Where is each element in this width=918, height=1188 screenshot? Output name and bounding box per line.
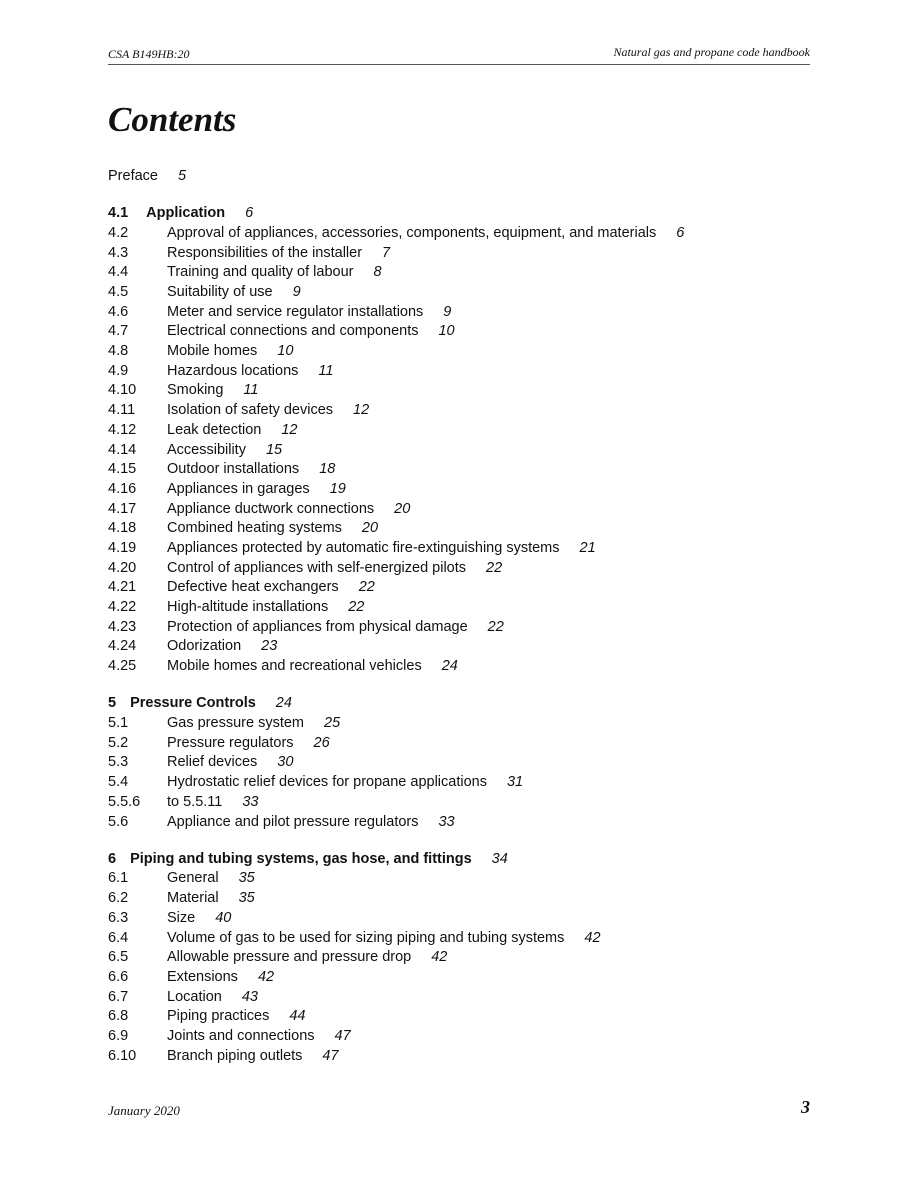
toc-entry-number: 5.4 <box>108 774 129 791</box>
toc-entry-page: 8 <box>373 264 382 281</box>
toc-entry-page: 12 <box>281 421 298 438</box>
toc-entry-page: 42 <box>257 968 275 985</box>
toc-entry[interactable] <box>108 578 808 598</box>
toc-entry-page: 9 <box>292 284 301 301</box>
toc-entry-number: 6.3 <box>108 909 129 926</box>
toc-entry-page: 11 <box>243 382 259 399</box>
toc-entry-title: Leak detection <box>167 421 262 438</box>
toc-entry-title: General <box>167 870 219 887</box>
toc-entry-title: Meter and service regulator installations <box>167 303 424 320</box>
toc-entry-title: Joints and connections <box>167 1027 315 1044</box>
toc-entry-page: 6 <box>676 224 685 241</box>
toc-entry-title: Size <box>167 909 196 926</box>
footer-date: January 2020 <box>108 1103 180 1118</box>
toc-entry-page: 33 <box>438 813 455 830</box>
toc-entry-number: 6.6 <box>108 968 129 985</box>
toc-entry-page: 12 <box>353 402 370 419</box>
toc-entry[interactable] <box>108 480 808 500</box>
toc-entry-page: 31 <box>506 774 524 791</box>
toc-entry-page: 35 <box>238 890 255 907</box>
toc-entry[interactable] <box>108 637 808 657</box>
page-title: Contents <box>108 100 237 139</box>
toc-section-heading[interactable] <box>108 850 808 870</box>
toc-entry-number: 5.3 <box>108 754 129 771</box>
toc-entry-page: 5 <box>177 168 187 184</box>
running-header <box>108 44 810 65</box>
section-title: Pressure Controls <box>130 695 256 712</box>
toc-entry-number: 4.17 <box>108 500 137 517</box>
toc-entry-page: 43 <box>241 988 258 1005</box>
toc-section-list <box>108 224 808 677</box>
toc-entry[interactable] <box>108 988 808 1008</box>
toc-entry-number: 6.10 <box>108 1047 137 1064</box>
toc-entry-title: Accessibility <box>167 441 246 458</box>
handbook-title: Natural gas and propane code handbook <box>613 45 810 59</box>
toc-entry-page: 19 <box>329 480 346 497</box>
toc-entry[interactable] <box>108 1027 808 1047</box>
toc-entry-page: 30 <box>277 754 294 771</box>
toc-entry-title: Location <box>167 988 222 1005</box>
toc-entry-number: 6.7 <box>108 988 129 1005</box>
toc-entry-title: Odorization <box>167 638 242 655</box>
toc-entry[interactable] <box>108 773 808 793</box>
toc-entry-page: 22 <box>486 559 503 576</box>
toc-entry-page: 40 <box>215 909 232 926</box>
toc-entry-page: 33 <box>242 793 259 810</box>
toc-entry-page: 22 <box>348 599 365 616</box>
table-of-contents <box>108 167 808 1066</box>
toc-entry-title: Control of appliances with self-energized pilots <box>167 559 467 576</box>
toc-entry[interactable] <box>108 539 808 559</box>
toc-entry-number: 4.22 <box>108 599 137 616</box>
toc-entry-page: 24 <box>441 658 458 675</box>
toc-entry-title: Preface <box>108 168 158 184</box>
toc-entry-number: 4.10 <box>108 382 137 399</box>
toc-entry-title: Protection of appliances from physical damage <box>167 618 468 635</box>
toc-entry-page: 10 <box>438 323 455 340</box>
toc-entry-page: 23 <box>261 638 278 655</box>
toc-entry-page: 42 <box>584 929 601 946</box>
toc-entry-title: Mobile homes <box>167 343 258 360</box>
toc-entry[interactable] <box>108 909 808 929</box>
toc-entry[interactable] <box>108 948 808 968</box>
toc-entry[interactable] <box>108 303 808 323</box>
toc-entry-number: 5.1 <box>108 715 129 732</box>
toc-entry-title: Volume of gas to be used for sizing piping and tubing systems <box>167 929 565 946</box>
toc-entry-number: 6.4 <box>108 929 129 946</box>
toc-entry-page: 44 <box>289 1008 306 1025</box>
toc-entry-title: Outdoor installations <box>167 461 300 478</box>
toc-entry-title: Hydrostatic relief devices for propane applications <box>167 774 487 791</box>
toc-entry-number: 4.4 <box>108 264 129 281</box>
toc-entry-title: Pressure regulators <box>167 734 294 751</box>
page-number: 3 <box>801 1097 810 1117</box>
toc-section-heading[interactable] <box>108 694 808 714</box>
toc-entry-page: 26 <box>313 734 330 751</box>
toc-entry[interactable] <box>108 618 808 638</box>
section-number: 4.1 <box>108 205 129 222</box>
toc-entry-title: Piping practices <box>167 1008 270 1025</box>
toc-entry-title: Mobile homes and recreational vehicles <box>167 658 422 675</box>
toc-entry-title: Allowable pressure and pressure drop <box>167 949 412 966</box>
toc-entry[interactable] <box>108 889 808 909</box>
toc-entry-page: 20 <box>394 500 411 517</box>
toc-entry-page: 47 <box>322 1047 339 1064</box>
toc-entry-number: 6.1 <box>108 870 129 887</box>
toc-entry-title: to 5.5.11 <box>167 793 223 810</box>
toc-entry-number: 4.23 <box>108 618 137 635</box>
toc-entry-page: 18 <box>319 461 336 478</box>
toc-entry-title: Gas pressure system <box>167 715 304 732</box>
section-page: 24 <box>275 695 292 712</box>
section-page: 34 <box>491 850 508 867</box>
toc-entry-page: 20 <box>361 520 379 537</box>
toc-section-list <box>108 714 808 832</box>
toc-entry[interactable] <box>108 734 808 754</box>
toc-entry-title: Appliance and pilot pressure regulators <box>167 813 419 830</box>
section-number: 5 <box>108 695 117 712</box>
toc-entry-title: Relief devices <box>167 754 258 771</box>
toc-entry-number: 5.2 <box>108 734 129 751</box>
toc-entry-title: Electrical connections and components <box>167 323 419 340</box>
toc-entry-title: Material <box>167 890 219 907</box>
toc-entry[interactable] <box>108 559 808 579</box>
toc-entry-number: 4.3 <box>108 244 129 261</box>
section-title: Piping and tubing systems, gas hose, and fittings <box>130 850 472 867</box>
toc-entry[interactable] <box>108 224 808 244</box>
toc-entry[interactable] <box>108 753 808 773</box>
toc-entry-title: Training and quality of labour <box>167 264 354 281</box>
toc-entry[interactable] <box>108 519 808 539</box>
toc-entry-page: 47 <box>334 1027 351 1044</box>
toc-entry-title: Defective heat exchangers <box>167 579 339 596</box>
toc-entry-page: 10 <box>277 343 294 360</box>
section-number: 6 <box>108 850 117 867</box>
toc-entry-title: High-altitude installations <box>167 599 329 616</box>
toc-entry-number: 4.21 <box>108 579 137 596</box>
toc-section-heading[interactable] <box>108 204 808 224</box>
toc-entry[interactable] <box>108 362 808 382</box>
toc-entry-page: 15 <box>265 441 283 458</box>
toc-entry-page: 22 <box>358 579 375 596</box>
toc-entry-number: 4.18 <box>108 520 137 537</box>
toc-entry-title: Branch piping outlets <box>167 1047 303 1064</box>
toc-entry-title: Extensions <box>167 968 238 985</box>
toc-entry[interactable] <box>108 968 808 988</box>
toc-entry-title: Appliances in garages <box>167 480 310 497</box>
toc-entry[interactable] <box>108 813 808 833</box>
toc-entry-number: 5.5.6 <box>108 793 141 810</box>
toc-entry-number: 4.14 <box>108 441 137 458</box>
toc-entry-page: 11 <box>318 362 334 379</box>
toc-entry-title: Smoking <box>167 382 224 399</box>
toc-entry-preface[interactable] <box>108 167 808 187</box>
toc-entry-title: Combined heating systems <box>167 520 342 537</box>
toc-entry-number: 4.2 <box>108 224 129 241</box>
toc-entry-page: 35 <box>238 870 255 887</box>
toc-entry[interactable] <box>108 342 808 362</box>
toc-entry-number: 4.12 <box>108 421 137 438</box>
toc-entry-number: 4.16 <box>108 480 137 497</box>
toc-entry[interactable] <box>108 421 808 441</box>
toc-entry[interactable] <box>108 381 808 401</box>
toc-entry-number: 5.6 <box>108 813 129 830</box>
section-title: Application <box>146 205 226 222</box>
toc-entry[interactable] <box>108 322 808 342</box>
toc-entry-number: 6.9 <box>108 1027 129 1044</box>
toc-entry[interactable] <box>108 657 808 677</box>
toc-entry-number: 6.2 <box>108 890 129 907</box>
toc-entry[interactable] <box>108 1047 808 1067</box>
toc-entry[interactable] <box>108 263 808 283</box>
toc-entry-title: Approval of appliances, accessories, components, equipment, and materials <box>167 224 657 241</box>
toc-entry-number: 4.19 <box>108 539 137 556</box>
toc-entry[interactable] <box>108 793 808 813</box>
toc-entry[interactable] <box>108 1007 808 1027</box>
toc-entry-number: 4.15 <box>108 461 137 478</box>
toc-entry[interactable] <box>108 869 808 889</box>
document-code: CSA B149HB:20 <box>108 47 190 61</box>
toc-entry-title: Suitability of use <box>167 284 273 301</box>
toc-entry-number: 4.9 <box>108 362 129 379</box>
toc-entry-page: 42 <box>431 949 448 966</box>
toc-entry[interactable] <box>108 441 808 461</box>
toc-entry-number: 4.5 <box>108 284 129 301</box>
toc-entry-number: 4.11 <box>108 402 136 419</box>
toc-entry-number: 4.20 <box>108 559 137 576</box>
toc-entry-title: Isolation of safety devices <box>167 402 334 419</box>
toc-entry-number: 6.5 <box>108 949 129 966</box>
toc-entry-page: 9 <box>443 303 452 320</box>
toc-entry-page: 7 <box>382 244 391 261</box>
toc-entry[interactable] <box>108 244 808 264</box>
toc-section-list <box>108 869 808 1066</box>
toc-entry-number: 4.6 <box>108 303 129 320</box>
toc-entry-title: Hazardous locations <box>167 362 299 379</box>
toc-entry[interactable] <box>108 500 808 520</box>
toc-entry[interactable] <box>108 283 808 303</box>
toc-entry[interactable] <box>108 598 808 618</box>
toc-entry-number: 4.25 <box>108 658 137 675</box>
toc-entry-page: 22 <box>487 618 504 635</box>
toc-entry-number: 6.8 <box>108 1008 129 1025</box>
toc-entry[interactable] <box>108 460 808 480</box>
toc-entry-number: 4.24 <box>108 638 137 655</box>
toc-entry-title: Appliances protected by automatic fire-extinguishing systems <box>167 539 560 556</box>
toc-entry-number: 4.8 <box>108 343 129 360</box>
section-page: 6 <box>245 205 254 222</box>
toc-entry[interactable] <box>108 401 808 421</box>
toc-entry-title: Appliance ductwork connections <box>167 500 375 517</box>
toc-entry-page: 25 <box>324 715 341 732</box>
toc-entry[interactable] <box>108 929 808 949</box>
toc-entry-title: Responsibilities of the installer <box>167 244 363 261</box>
toc-entry[interactable] <box>108 714 808 734</box>
toc-entry-page: 21 <box>579 539 596 556</box>
toc-entry-number: 4.7 <box>108 323 129 340</box>
